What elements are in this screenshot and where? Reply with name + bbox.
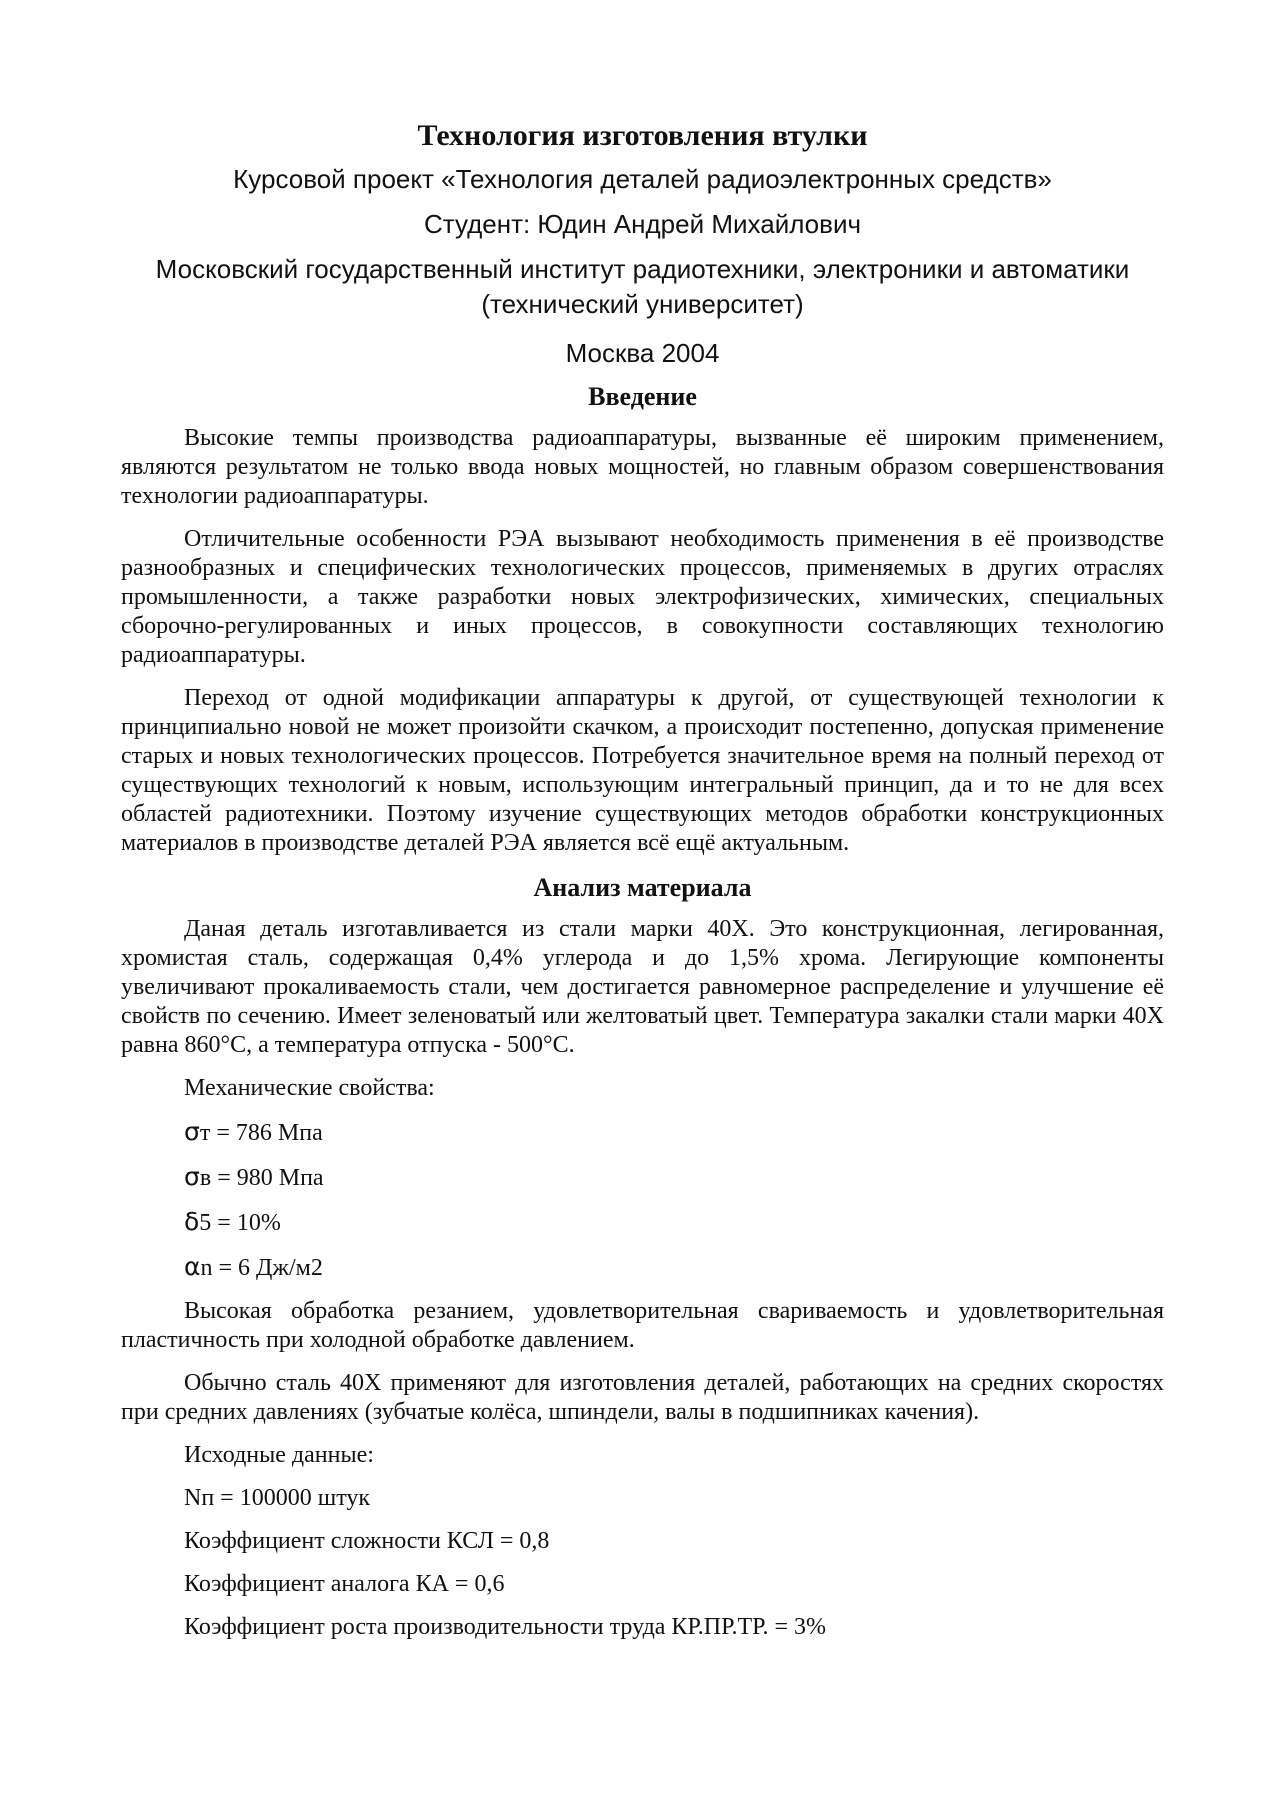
intro-paragraph-1: Высокие темпы производства радиоаппаратуры, вызванные её широким применением, являются результатом не только ввода новых мощностей, но главным образом совершенствования технологии радиоаппаратуры. — [121, 425, 1164, 509]
intro-heading: Введение — [588, 382, 697, 411]
property-value: n = 6 Дж/м2 — [200, 1255, 323, 1281]
intro-paragraph-3: Переход от одной модификации аппаратуры к другой, от существующей технологии к принципиально новой не может произойти скачком, а происходит постепенно, допуская применение старых и новых технологических процессов. Потребуется значительное время на полный переход от существующих технологий к новым, использующим интегральный принцип, да и то не для всех областей радиотехники. Поэтому изучение существующих методов обработки конструкционных материалов в производстве деталей РЭА является всё ещё актуальным. — [121, 685, 1164, 856]
source-data-label: Исходные данные: — [184, 1442, 374, 1468]
analysis-heading: Анализ материала — [533, 873, 752, 902]
document-title: Технология изготовления втулки — [417, 119, 868, 152]
property-tensile-strength — [121, 1162, 1164, 1193]
property-impact-strength — [121, 1252, 1164, 1283]
institute-line: Московский государственный институт радиотехники, электроники и автоматики (технический университет) — [155, 254, 1130, 319]
sigma-symbol: σ — [184, 1162, 200, 1191]
property-value: т = 786 Мпа — [199, 1120, 323, 1146]
source-item-quantity: Nп = 100000 штук — [184, 1485, 371, 1511]
document-content — [121, 118, 1164, 1656]
analysis-paragraph-1: Даная деталь изготавливается из стали марки 40Х. Это конструкционная, легированная, хромистая сталь, содержащая 0,4% углерода и до 1,5% хрома. Легирующие компоненты увеличивают прокаливаемость стали, чем достигается равномерное распределение и улучшение её свойств по сечению. Имеет зеленоватый или желтоватый цвет. Температура закалки стали марки 40Х равна 860°С, а температура отпуска - 500°С. — [121, 916, 1164, 1058]
sigma-symbol: σ — [184, 1117, 200, 1146]
analysis-paragraph-2: Высокая обработка резанием, удовлетворительная свариваемость и удовлетворительная пластичность при холодной обработке давлением. — [121, 1298, 1164, 1353]
mech-properties-label: Механические свойства: — [184, 1075, 435, 1101]
property-value: в = 980 Мпа — [199, 1165, 324, 1191]
property-yield-strength — [121, 1117, 1164, 1148]
property-elongation — [121, 1207, 1164, 1238]
delta-symbol: δ — [184, 1207, 200, 1236]
city-year-line: Москва 2004 — [565, 338, 720, 368]
source-item-productivity: Коэффициент роста производительности труда КР.ПР.ТР. = 3% — [184, 1614, 826, 1640]
student-line: Студент: Юдин Андрей Михайлович — [423, 209, 862, 239]
alpha-symbol: α — [184, 1252, 201, 1281]
source-item-analog: Коэффициент аналога КА = 0,6 — [184, 1571, 505, 1597]
property-value: 5 = 10% — [199, 1210, 281, 1236]
analysis-paragraph-3: Обычно сталь 40Х применяют для изготовления деталей, работающих на средних скоростях при средних давлениях (зубчатые колёса, шпиндели, валы в подшипниках качения). — [121, 1370, 1164, 1425]
source-item-complexity: Коэффициент сложности КСЛ = 0,8 — [184, 1528, 550, 1554]
course-line: Курсовой проект «Технология деталей радиоэлектронных средств» — [233, 164, 1052, 194]
intro-paragraph-2: Отличительные особенности РЭА вызывают необходимость применения в её производстве разнообразных и специфических технологических процессов, применяемых в других отраслях промышленности, а также разработки новых электрофизических, химических, специальных сборочно-регулированных и иных процессов, в совокупности составляющих технологию радиоаппаратуры. — [121, 526, 1164, 668]
